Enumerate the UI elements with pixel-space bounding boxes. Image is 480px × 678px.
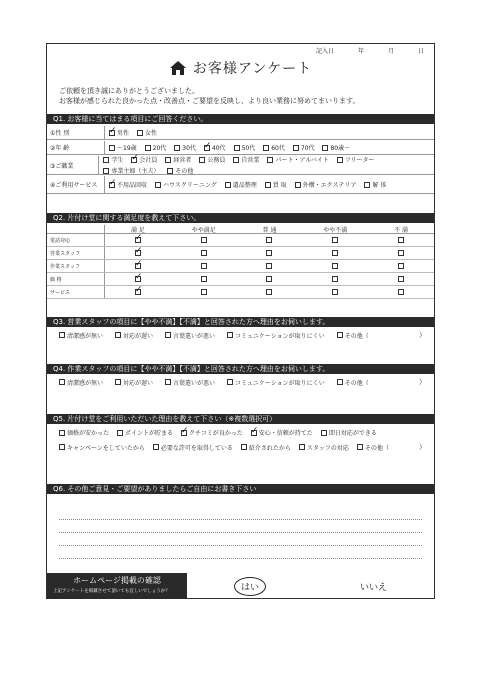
q3-option[interactable] bbox=[115, 331, 153, 340]
year-label: 年 bbox=[357, 48, 364, 55]
q1-option[interactable] bbox=[131, 155, 157, 164]
homepage-consent-label bbox=[47, 573, 187, 599]
day-label: 日 bbox=[417, 48, 424, 55]
checkbox[interactable] bbox=[201, 237, 207, 243]
satisfaction-row-label: 価 格 bbox=[47, 273, 105, 285]
satisfaction-cell bbox=[302, 276, 368, 282]
checkbox[interactable] bbox=[103, 157, 109, 163]
q3-heading: Q3. 営業スタッフの項目に【やや不満】【不満】と回答された方へ理由をお伺いします。 bbox=[47, 317, 434, 327]
q1-option-label: 解 体 bbox=[372, 182, 387, 189]
satisfaction-cell bbox=[302, 289, 368, 295]
q5-option[interactable] bbox=[251, 428, 313, 437]
q4-option[interactable] bbox=[115, 378, 153, 387]
q4-option-label: 清潔感が無い bbox=[67, 379, 104, 387]
satisfaction-cell bbox=[105, 263, 171, 269]
satisfaction-row-label: サービス bbox=[47, 286, 105, 298]
q1-row-options bbox=[105, 128, 157, 137]
q1-option[interactable] bbox=[109, 180, 147, 189]
intro-line-2: お客様が感じられた良かった点・改善点・ご要望を反映し、より良い業務に努めてまいります。 bbox=[59, 97, 360, 105]
q4-other-close: ） bbox=[419, 378, 426, 386]
q3-option[interactable] bbox=[227, 331, 325, 340]
q4-option[interactable] bbox=[165, 378, 215, 387]
satisfaction-cell bbox=[237, 289, 303, 295]
checkbox[interactable] bbox=[233, 157, 239, 163]
checkbox[interactable] bbox=[135, 276, 141, 282]
checkbox[interactable] bbox=[251, 430, 257, 436]
satisfaction-cell bbox=[368, 263, 434, 269]
checkbox[interactable] bbox=[201, 289, 207, 295]
checkbox[interactable] bbox=[167, 168, 173, 174]
q1-option[interactable] bbox=[225, 180, 257, 189]
homepage-consent-bar bbox=[47, 573, 434, 599]
satisfaction-table bbox=[47, 225, 434, 299]
satisfaction-row bbox=[47, 234, 434, 247]
comment-line bbox=[59, 546, 422, 559]
q4-options bbox=[55, 377, 426, 387]
q4-option-label: コミュニケーションが取りにくい bbox=[235, 379, 325, 387]
q1-row bbox=[47, 156, 434, 175]
q3-option-label: コミュニケーションが取りにくい bbox=[235, 332, 325, 340]
q1-option[interactable] bbox=[267, 155, 328, 164]
checkbox[interactable] bbox=[332, 250, 338, 256]
checkbox[interactable] bbox=[364, 182, 370, 188]
satisfaction-row bbox=[47, 286, 434, 299]
q1-option-label: ～19歳 bbox=[117, 145, 137, 152]
q1-row-label: ③ご職業 bbox=[47, 156, 99, 174]
q1-option[interactable] bbox=[145, 143, 167, 152]
month-label: 月 bbox=[387, 48, 394, 55]
checkbox[interactable] bbox=[201, 263, 207, 269]
checkbox[interactable] bbox=[266, 263, 272, 269]
q5-option-label: キャンペーンをしていたから bbox=[67, 444, 145, 452]
satisfaction-cell bbox=[368, 276, 434, 282]
q1-option-label: ハウスクリーニング bbox=[163, 182, 217, 189]
homepage-consent-title: ホームページ掲載の確認 bbox=[73, 576, 161, 585]
q5-option[interactable] bbox=[153, 443, 233, 452]
q1-option[interactable] bbox=[165, 155, 191, 164]
checkbox[interactable] bbox=[204, 145, 210, 151]
q1-option[interactable] bbox=[337, 155, 375, 164]
checkbox[interactable] bbox=[332, 276, 338, 282]
q1-option[interactable] bbox=[174, 143, 196, 152]
satisfaction-row bbox=[47, 260, 434, 273]
comment-line bbox=[59, 533, 422, 546]
q6-heading: Q6. その他ご意見・ご要望がありましたらご自由にお書き下さい bbox=[47, 484, 434, 494]
checkbox[interactable] bbox=[337, 332, 343, 338]
q1-option[interactable] bbox=[204, 143, 226, 152]
checkbox[interactable] bbox=[322, 145, 328, 151]
checkbox[interactable] bbox=[332, 263, 338, 269]
house-logo-icon bbox=[169, 60, 187, 76]
date-fields bbox=[316, 46, 424, 55]
q5-option[interactable] bbox=[241, 443, 291, 452]
q1-option-label: 60代 bbox=[271, 145, 285, 152]
checkbox[interactable] bbox=[241, 444, 247, 450]
satisfaction-cell bbox=[171, 250, 237, 256]
q1-option[interactable] bbox=[322, 143, 350, 152]
q3-other-close: ） bbox=[419, 331, 426, 339]
q1-option[interactable] bbox=[137, 128, 157, 137]
checkbox[interactable] bbox=[181, 430, 187, 436]
q1-option-label: 不用品回収 bbox=[117, 182, 148, 189]
checkbox[interactable] bbox=[115, 332, 121, 338]
q1-option[interactable] bbox=[109, 128, 129, 137]
satisfaction-cell bbox=[237, 250, 303, 256]
checkbox[interactable] bbox=[293, 145, 299, 151]
checkbox[interactable] bbox=[299, 444, 305, 450]
q5-option[interactable] bbox=[117, 428, 173, 437]
q1-option-label: 公務員 bbox=[207, 157, 226, 164]
q1-option-label: 遺品整理 bbox=[232, 182, 257, 189]
checkbox[interactable] bbox=[357, 444, 363, 450]
q1-option[interactable] bbox=[234, 143, 256, 152]
q1-row bbox=[47, 126, 434, 140]
q5-option[interactable] bbox=[59, 443, 145, 452]
page-title: お客様アンケート bbox=[192, 61, 313, 77]
comment-area[interactable] bbox=[59, 507, 422, 559]
satisfaction-cell bbox=[302, 237, 368, 243]
satisfaction-cell bbox=[105, 289, 171, 295]
q1-option-label: 女性 bbox=[145, 130, 158, 137]
q5-option-label: その他（ bbox=[364, 444, 389, 452]
q3-option[interactable] bbox=[59, 331, 103, 340]
q5-option-label: 即日対応ができる bbox=[328, 430, 377, 437]
survey-sheet bbox=[46, 43, 435, 599]
q1-option-label: 20代 bbox=[152, 145, 167, 152]
q3-options bbox=[55, 330, 426, 340]
checkbox[interactable] bbox=[265, 182, 271, 188]
checkbox[interactable] bbox=[227, 379, 233, 385]
q5-option[interactable] bbox=[181, 428, 243, 437]
checkbox[interactable] bbox=[59, 332, 65, 338]
q1-option-label: 30代 bbox=[182, 145, 196, 152]
satisfaction-cell bbox=[105, 276, 171, 282]
q3-option[interactable] bbox=[337, 331, 369, 340]
q5-option-label: スタッフの対応 bbox=[306, 444, 349, 452]
checkbox[interactable] bbox=[131, 157, 137, 163]
checkbox[interactable] bbox=[332, 289, 338, 295]
checkbox[interactable] bbox=[225, 182, 231, 188]
q1-row-label: ②年 齢 bbox=[47, 141, 105, 154]
checkbox[interactable] bbox=[59, 444, 65, 450]
q1-option-label: フリーター bbox=[344, 157, 375, 164]
q5-option-label: クチコミが良かった bbox=[189, 430, 243, 437]
satisfaction-cell bbox=[171, 237, 237, 243]
q1-row bbox=[47, 141, 434, 155]
q5-option-label: 必要な許可を取得している bbox=[160, 444, 233, 452]
checkbox[interactable] bbox=[266, 276, 272, 282]
comment-line bbox=[59, 520, 422, 533]
q5-options bbox=[55, 428, 426, 452]
q4-option[interactable] bbox=[337, 378, 369, 387]
intro-line-1: ご依頼を頂き誠にありがとうございました。 bbox=[59, 87, 199, 95]
checkbox[interactable] bbox=[398, 276, 404, 282]
checkbox[interactable] bbox=[398, 237, 404, 243]
q1-option-label: 専業主婦（主夫） bbox=[111, 168, 160, 175]
q5-option[interactable] bbox=[299, 443, 349, 452]
q1-option-label: その他 bbox=[175, 168, 194, 175]
q5-option-label: 安心・信頼が持てた bbox=[258, 430, 313, 437]
q1-row bbox=[47, 176, 434, 194]
q1-option[interactable] bbox=[295, 180, 357, 189]
checkbox[interactable] bbox=[201, 250, 207, 256]
q1-option[interactable] bbox=[199, 155, 225, 164]
checkbox[interactable] bbox=[155, 182, 161, 188]
q1-option[interactable] bbox=[364, 180, 386, 189]
q5-other-close: ） bbox=[419, 443, 426, 451]
checkbox[interactable] bbox=[135, 250, 141, 256]
q5-option[interactable] bbox=[321, 428, 377, 437]
checkbox[interactable] bbox=[174, 145, 180, 151]
checkbox[interactable] bbox=[398, 289, 404, 295]
q1-option-label: 70代 bbox=[300, 145, 315, 152]
checkbox[interactable] bbox=[199, 157, 205, 163]
q1-option-label: 50代 bbox=[241, 145, 256, 152]
q4-heading: Q4. 作業スタッフの項目に【やや不満】【不満】と回答された方へ理由をお伺いします。 bbox=[47, 364, 434, 374]
q1-option-label: 男性 bbox=[117, 130, 130, 137]
q3-option-label: 対応が遅い bbox=[123, 332, 154, 340]
q1-option[interactable] bbox=[155, 180, 217, 189]
consent-yes[interactable]: はい bbox=[234, 577, 266, 596]
checkbox[interactable] bbox=[115, 379, 121, 385]
checkbox[interactable] bbox=[135, 237, 141, 243]
checkbox[interactable] bbox=[266, 289, 272, 295]
satisfaction-column-header: やや満足 bbox=[191, 226, 216, 234]
checkbox[interactable] bbox=[165, 157, 171, 163]
intro-text bbox=[59, 86, 359, 106]
homepage-consent-choices bbox=[187, 573, 434, 599]
checkbox[interactable] bbox=[201, 276, 207, 282]
checkbox[interactable] bbox=[165, 332, 171, 338]
date-label: 記入日 bbox=[315, 48, 334, 55]
satisfaction-cell bbox=[368, 250, 434, 256]
satisfaction-row-label: 作業スタッフ bbox=[47, 260, 105, 272]
q1-option-label: 外構・エクステリア bbox=[302, 182, 357, 189]
title-area bbox=[47, 58, 434, 78]
comment-line bbox=[59, 507, 422, 520]
q5-option-label: 紹介されたから bbox=[248, 444, 291, 452]
satisfaction-cell bbox=[105, 237, 171, 243]
q2-heading: Q2. 片付け堂に関する満足度を教えて下さい。 bbox=[47, 213, 434, 223]
checkbox[interactable] bbox=[109, 145, 115, 151]
checkbox[interactable] bbox=[165, 379, 171, 385]
q1-heading: Q1. お客様に当てはまる項目にご回答ください。 bbox=[47, 114, 434, 124]
q1-option[interactable] bbox=[109, 143, 137, 152]
checkbox[interactable] bbox=[398, 263, 404, 269]
q5-option-label: ポイントが貯まる bbox=[125, 430, 174, 437]
checkbox[interactable] bbox=[266, 237, 272, 243]
q1-option[interactable] bbox=[167, 166, 193, 175]
checkbox[interactable] bbox=[59, 430, 65, 436]
q5-option-label: 価格が安かった bbox=[67, 430, 110, 437]
checkbox[interactable] bbox=[234, 145, 240, 151]
checkbox[interactable] bbox=[263, 145, 269, 151]
q1-option-label: 会社員 bbox=[139, 157, 158, 164]
satisfaction-row bbox=[47, 273, 434, 286]
satisfaction-column-header: やや不満 bbox=[323, 226, 348, 234]
checkbox[interactable] bbox=[337, 379, 343, 385]
satisfaction-cell bbox=[368, 289, 434, 295]
satisfaction-cell bbox=[171, 276, 237, 282]
q1-row-options bbox=[99, 155, 434, 175]
satisfaction-cell bbox=[237, 263, 303, 269]
q4-option-label: 対応が遅い bbox=[123, 379, 154, 387]
q1-option[interactable] bbox=[265, 180, 287, 189]
q3-option[interactable] bbox=[165, 331, 215, 340]
satisfaction-cell bbox=[171, 289, 237, 295]
q1-option-label: 学生 bbox=[111, 157, 124, 164]
q4-option-label: その他（ bbox=[344, 379, 369, 387]
checkbox[interactable] bbox=[227, 332, 233, 338]
q1-row-options bbox=[105, 180, 386, 189]
q4-option-label: 言葉遣いが悪い bbox=[173, 379, 216, 387]
satisfaction-row-label: 営業スタッフ bbox=[47, 247, 105, 259]
satisfaction-header bbox=[47, 225, 434, 234]
satisfaction-cell bbox=[105, 250, 171, 256]
satisfaction-cell bbox=[237, 276, 303, 282]
q3-option-label: その他（ bbox=[344, 332, 369, 340]
checkbox[interactable] bbox=[137, 130, 143, 136]
checkbox[interactable] bbox=[295, 182, 301, 188]
q1-option-label: 40代 bbox=[211, 145, 226, 152]
satisfaction-column-header: 普 通 bbox=[262, 226, 277, 234]
q3-option-label: 言葉遣いが悪い bbox=[173, 332, 216, 340]
satisfaction-column-header: 満 足 bbox=[130, 226, 145, 234]
checkbox[interactable] bbox=[267, 157, 273, 163]
checkbox[interactable] bbox=[266, 250, 272, 256]
satisfaction-cell bbox=[368, 237, 434, 243]
checkbox[interactable] bbox=[135, 289, 141, 295]
checkbox[interactable] bbox=[59, 379, 65, 385]
satisfaction-row bbox=[47, 247, 434, 260]
q1-option[interactable] bbox=[233, 155, 259, 164]
q5-heading: Q5. 片付け堂をご利用いただいた理由を教えて下さい（※複数選択可） bbox=[47, 414, 434, 424]
satisfaction-column-header: 不 満 bbox=[394, 226, 409, 234]
checkbox[interactable] bbox=[117, 430, 123, 436]
q3-option-label: 清潔感が無い bbox=[67, 332, 104, 340]
checkbox[interactable] bbox=[109, 130, 115, 136]
q1-option-label: 自営業 bbox=[241, 157, 260, 164]
q1-option-label: 買 取 bbox=[272, 182, 287, 189]
satisfaction-cell bbox=[302, 250, 368, 256]
q1-row-label: ①性 別 bbox=[47, 126, 105, 139]
checkbox[interactable] bbox=[109, 182, 115, 188]
q1-option-label: パート・アルバイト bbox=[275, 157, 329, 164]
q1-option[interactable] bbox=[263, 143, 285, 152]
q4-option[interactable] bbox=[59, 378, 103, 387]
checkbox[interactable] bbox=[145, 145, 151, 151]
checkbox[interactable] bbox=[332, 237, 338, 243]
q4-option[interactable] bbox=[227, 378, 325, 387]
checkbox[interactable] bbox=[321, 430, 327, 436]
checkbox[interactable] bbox=[398, 250, 404, 256]
satisfaction-cell bbox=[237, 237, 303, 243]
satisfaction-header-spacer bbox=[47, 225, 105, 233]
q1-option-label: 経営者 bbox=[173, 157, 192, 164]
q5-option[interactable] bbox=[357, 443, 389, 452]
q1-option[interactable] bbox=[293, 143, 315, 152]
q5-option[interactable] bbox=[59, 428, 109, 437]
q1-option[interactable] bbox=[103, 166, 159, 175]
satisfaction-row-label: 電話対応 bbox=[47, 234, 105, 246]
checkbox[interactable] bbox=[103, 168, 109, 174]
checkbox[interactable] bbox=[153, 444, 159, 450]
q1-row-label: ④ご利用サービス bbox=[47, 176, 105, 193]
homepage-consent-subtitle: 上記アンケートを掲載させて頂いても宜しいでしょうか？ bbox=[53, 589, 170, 594]
consent-no[interactable]: いいえ bbox=[359, 582, 387, 593]
checkbox[interactable] bbox=[337, 157, 343, 163]
q1-option-label: 80歳～ bbox=[330, 145, 351, 152]
satisfaction-cell bbox=[302, 263, 368, 269]
satisfaction-cell bbox=[171, 263, 237, 269]
checkbox[interactable] bbox=[135, 263, 141, 269]
q1-row-options bbox=[105, 143, 350, 152]
q1-option[interactable] bbox=[103, 155, 123, 164]
